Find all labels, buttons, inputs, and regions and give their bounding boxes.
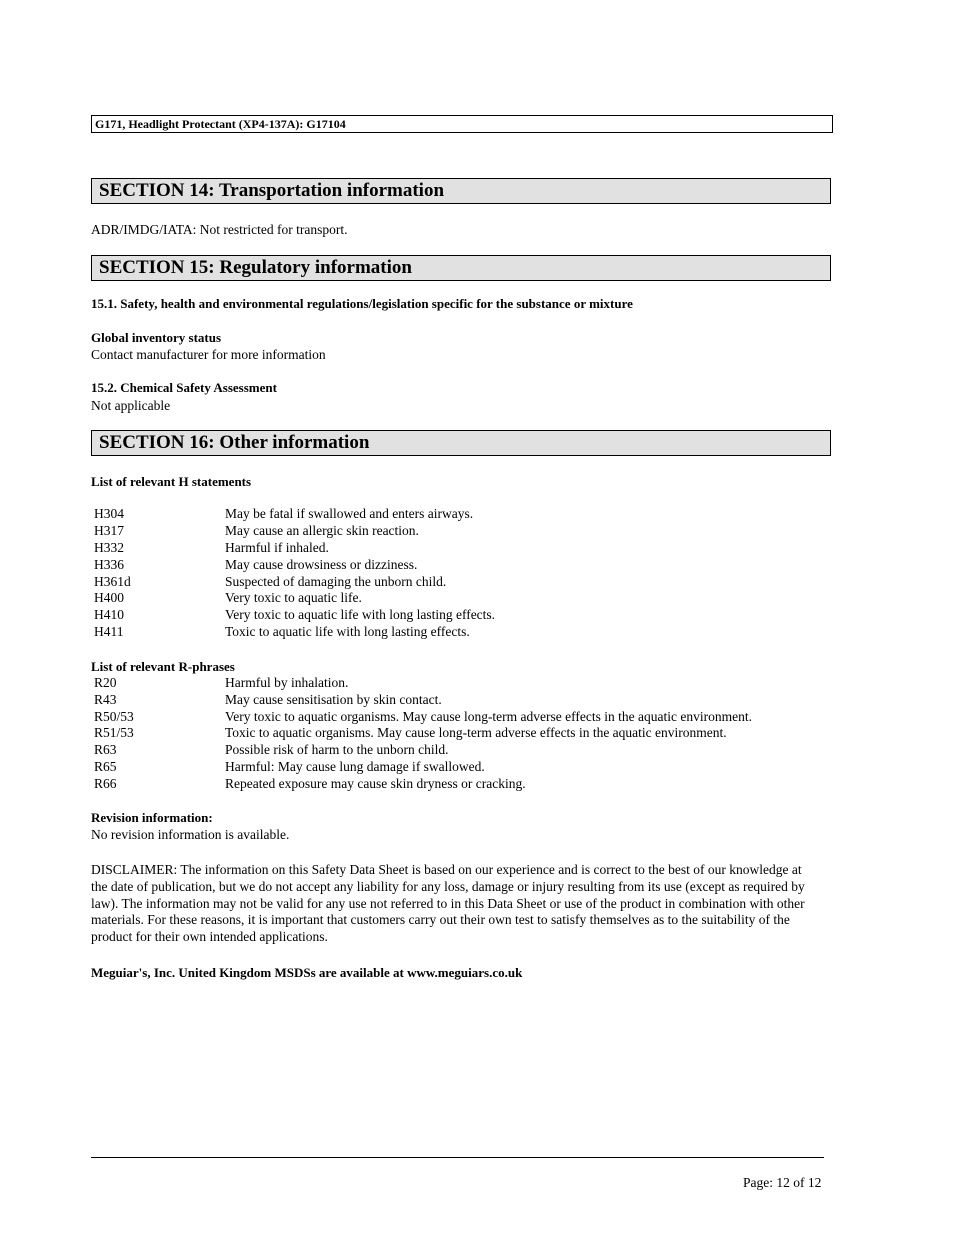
h-code: H400	[94, 590, 124, 605]
h-text: Toxic to aquatic life with long lasting effects.	[225, 624, 470, 639]
h-code: H317	[94, 523, 124, 538]
h-code: H336	[94, 557, 124, 572]
section-14-title: SECTION 14: Transportation information	[91, 178, 831, 204]
r-code: R50/53	[94, 709, 134, 724]
r-text: Toxic to aquatic organisms. May cause long-term adverse effects in the aquatic environment.	[225, 725, 727, 740]
h-code: H361d	[94, 574, 131, 589]
r-text: Very toxic to aquatic organisms. May cause long-term adverse effects in the aquatic environment.	[225, 709, 752, 724]
revision-heading: Revision information:	[91, 810, 213, 825]
r-code: R65	[94, 759, 117, 774]
r-text: Repeated exposure may cause skin dryness or cracking.	[225, 776, 526, 791]
r-text: Harmful by inhalation.	[225, 675, 349, 690]
product-header: G171, Headlight Protectant (XP4-137A): G17104	[91, 115, 833, 133]
r-code: R51/53	[94, 725, 134, 740]
h-code: H304	[94, 506, 124, 521]
h-text: May be fatal if swallowed and enters airways.	[225, 506, 474, 521]
r-text: Possible risk of harm to the unborn child.	[225, 742, 449, 757]
h-text: Harmful if inhaled.	[225, 540, 329, 555]
section-15-1-heading: 15.1. Safety, health and environmental regulations/legislation specific for the substance or mixture	[91, 296, 633, 311]
h-code: H411	[94, 624, 124, 639]
h-text: Suspected of damaging the unborn child.	[225, 574, 447, 589]
h-text: Very toxic to aquatic life.	[225, 590, 362, 605]
global-inventory-text: Contact manufacturer for more information	[91, 347, 326, 362]
revision-text: No revision information is available.	[91, 827, 290, 842]
r-code: R63	[94, 742, 117, 757]
h-text: Very toxic to aquatic life with long lasting effects.	[225, 607, 496, 622]
r-text: Harmful: May cause lung damage if swallowed.	[225, 759, 485, 774]
r-code: R20	[94, 675, 117, 690]
transport-text: ADR/IMDG/IATA: Not restricted for transport.	[91, 222, 348, 237]
r-code: R43	[94, 692, 117, 707]
h-statements-heading: List of relevant H statements	[91, 474, 252, 489]
h-text: May cause an allergic skin reaction.	[225, 523, 419, 538]
disclaimer-paragraph: DISCLAIMER: The information on this Safety Data Sheet is based on our experience and is correct to the best of our knowledge at the date of publication, but we do not accept any liability for any loss, damage or injury resulting from its use (except as required by law). The information may not be valid for any use not referred to in this Data Sheet or use of the product in combination with other materials. For these reasons, it is important that customers carry out their own test to satisfy themselves as to the suitability of the product for their own intended applications.	[91, 862, 805, 945]
r-code: R66	[94, 776, 117, 791]
h-code: H332	[94, 540, 124, 555]
page-number: Page: 12 of 12	[743, 1175, 822, 1190]
global-inventory-heading: Global inventory status	[91, 330, 222, 345]
r-text: May cause sensitisation by skin contact.	[225, 692, 442, 707]
section-15-title: SECTION 15: Regulatory information	[91, 255, 831, 281]
section-15-2-heading: 15.2. Chemical Safety Assessment	[91, 380, 277, 395]
msds-availability-note: Meguiar's, Inc. United Kingdom MSDSs are available at www.meguiars.co.uk	[91, 965, 523, 980]
section-16-title: SECTION 16: Other information	[91, 430, 831, 456]
h-code: H410	[94, 607, 124, 622]
chemical-safety-text: Not applicable	[91, 398, 171, 413]
h-text: May cause drowsiness or dizziness.	[225, 557, 418, 572]
footer-divider	[91, 1157, 824, 1158]
r-phrases-heading: List of relevant R-phrases	[91, 659, 235, 674]
